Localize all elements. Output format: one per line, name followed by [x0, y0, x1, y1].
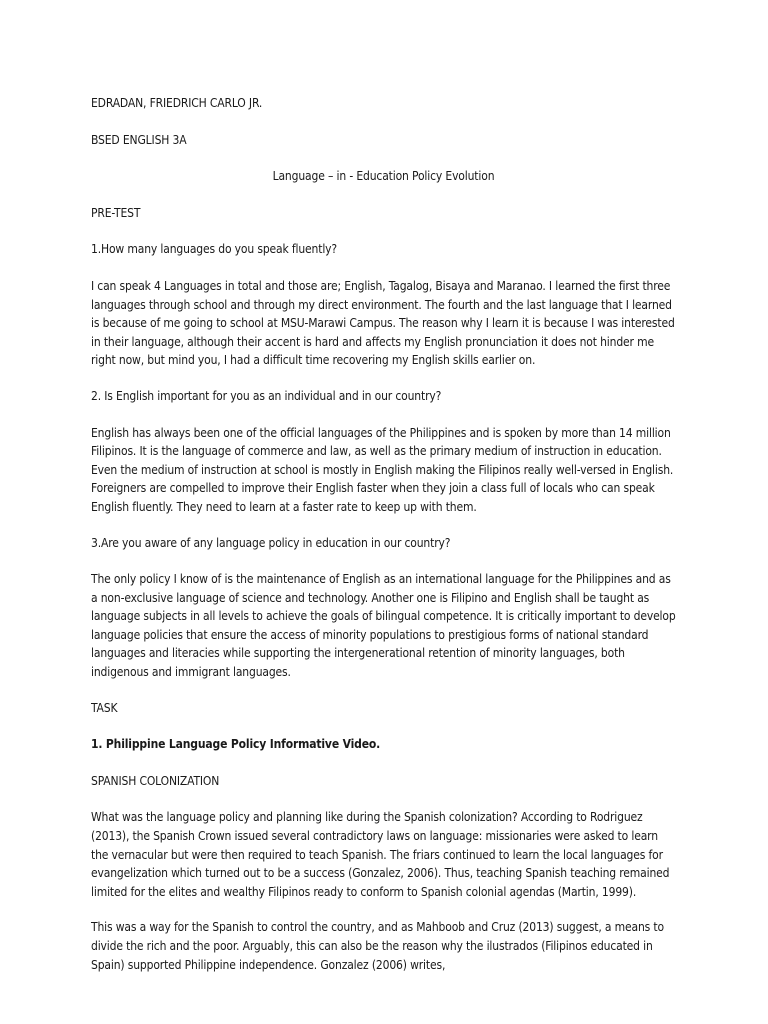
pretest-heading: PRE-TEST	[91, 205, 141, 220]
document-title: Language – in - Education Policy Evolution	[272, 169, 495, 184]
spanish-colonization-heading: SPANISH COLONIZATION	[91, 773, 220, 788]
class-section: BSED ENGLISH 3A	[91, 132, 187, 147]
question-2: 2. Is English important for you as an individual and in our country?	[91, 388, 442, 403]
task-heading: TASK	[91, 700, 118, 715]
question-1: 1.How many languages do you speak fluently?	[91, 242, 337, 257]
answer-3: The only policy I know of is the maintenance of English as an international language for the Philippines and as a non-exclusive language of science and technology. Another one is Filipino and English shall be taught as language subjects in all levels to achieve the goals of bilingual competence. It is critically important to develop language policies that ensure the access of minority populations to prestigious forms of national standard languages and literacies while supporting the intergenerational retention of minority languages, both indigenous and immigrant languages.	[91, 572, 676, 680]
author-name: EDRADAN, FRIEDRICH CARLO JR.	[91, 96, 263, 110]
task-item-1: 1. Philippine Language Policy Informative Video.	[91, 737, 381, 752]
spanish-colonization-paragraph-2: This was a way for the Spanish to control the country, and as Mahboob and Cruz (2013) suggest, a means to divide the rich and the poor. Arguably, this can also be the reason why the ilustrados (Filipinos educated in Spain) supported Philippine independence. Gonzalez (2006) writes,	[91, 920, 664, 972]
question-3: 3.Are you aware of any language policy in education in our country?	[91, 535, 451, 550]
spanish-colonization-paragraph-1: What was the language policy and planning like during the Spanish colonization? According to Rodriguez (2013), the Spanish Crown issued several contradictory laws on language: missionaries were asked to learn the vernacular but were then required to teach Spanish. The friars continued to learn the local languages for evangelization which turned out to be a success (Gonzalez, 2006). Thus, teaching Spanish teaching remained limited for the elites and wealthy Filipinos ready to conform to Spanish colonial agendas (Martin, 1999).	[91, 810, 670, 899]
answer-2: English has always been one of the official languages of the Philippines and is spoken by more than 14 million Filipinos. It is the language of commerce and law, as well as the primary medium of instruction in education. Even the medium of instruction at school is mostly in English making the Filipinos really well-versed in English. Foreigners are compelled to improve their English faster when they join a class full of locals who can speak English fluently. They need to learn at a faster rate to keep up with them.	[91, 425, 674, 514]
answer-1: I can speak 4 Languages in total and those are; English, Tagalog, Bisaya and Maranao. I learned the first three languages through school and through my direct environment. The fourth and the last language that I learned is because of me going to school at MSU-Marawi Campus. The reason why I learn it is because I was interested in their language, although their accent is hard and affects my English pronunciation it does not hinder me right now, but mind you, I had a difficult time recovering my English skills earlier on.	[91, 278, 675, 368]
